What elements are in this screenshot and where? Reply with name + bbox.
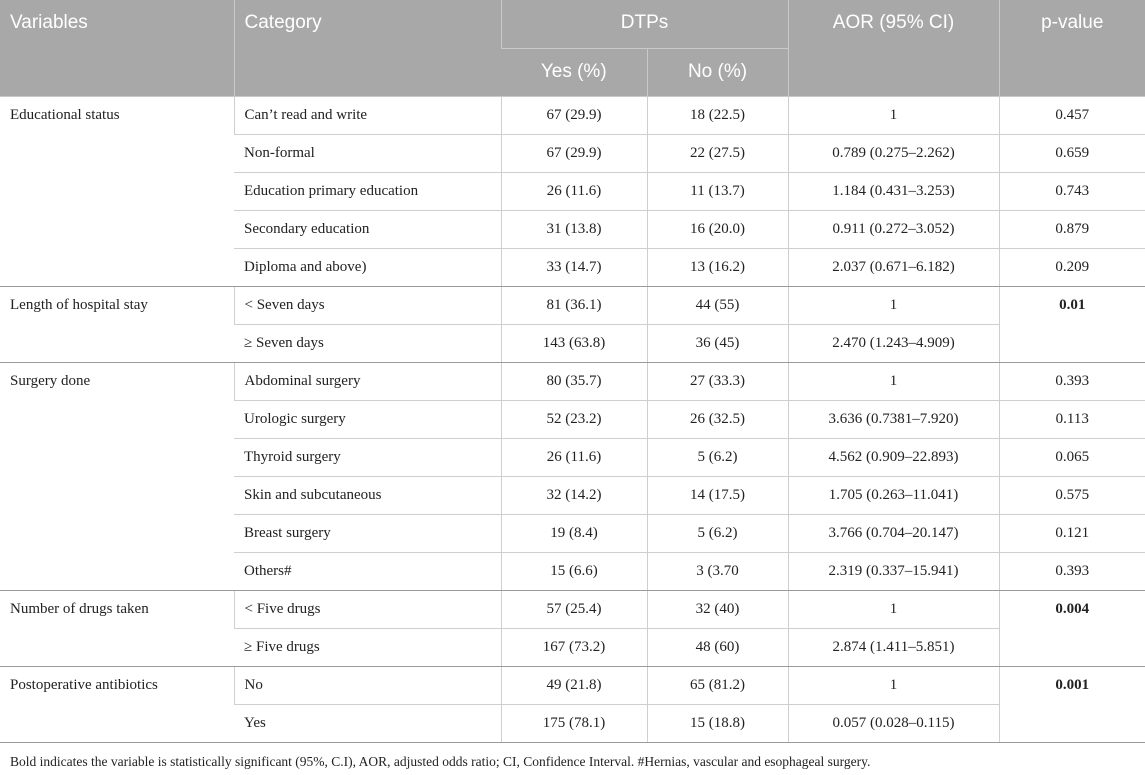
aor-cell: 3.636 (0.7381–7.920) — [788, 400, 999, 438]
yes-cell: 167 (73.2) — [501, 628, 647, 666]
yes-cell: 175 (78.1) — [501, 704, 647, 742]
no-cell: 16 (20.0) — [647, 210, 788, 248]
header-yes: Yes (%) — [501, 48, 647, 96]
category-cell: ≥ Five drugs — [234, 628, 501, 666]
aor-cell: 1 — [788, 362, 999, 400]
aor-cell: 1.705 (0.263–11.041) — [788, 476, 999, 514]
category-cell: ≥ Seven days — [234, 324, 501, 362]
yes-cell: 15 (6.6) — [501, 552, 647, 590]
category-cell: Yes — [234, 704, 501, 742]
aor-cell: 2.470 (1.243–4.909) — [788, 324, 999, 362]
no-cell: 32 (40) — [647, 590, 788, 628]
yes-cell: 52 (23.2) — [501, 400, 647, 438]
variable-cell: Length of hospital stay — [0, 286, 234, 362]
no-cell: 65 (81.2) — [647, 666, 788, 704]
variable-cell: Number of drugs taken — [0, 590, 234, 666]
yes-cell: 49 (21.8) — [501, 666, 647, 704]
yes-cell: 57 (25.4) — [501, 590, 647, 628]
p-value-cell: 0.01 — [999, 286, 1145, 362]
yes-cell: 80 (35.7) — [501, 362, 647, 400]
no-cell: 48 (60) — [647, 628, 788, 666]
p-value-cell: 0.393 — [999, 362, 1145, 400]
header-category: Category — [234, 0, 501, 96]
category-cell: Secondary education — [234, 210, 501, 248]
aor-cell: 0.911 (0.272–3.052) — [788, 210, 999, 248]
header-p-value: p-value — [999, 0, 1145, 96]
aor-cell: 1.184 (0.431–3.253) — [788, 172, 999, 210]
aor-cell: 0.789 (0.275–2.262) — [788, 134, 999, 172]
no-cell: 22 (27.5) — [647, 134, 788, 172]
category-cell: Education primary education — [234, 172, 501, 210]
variable-cell: Postoperative antibiotics — [0, 666, 234, 742]
category-cell: No — [234, 666, 501, 704]
category-cell: < Seven days — [234, 286, 501, 324]
no-cell: 13 (16.2) — [647, 248, 788, 286]
aor-cell: 1 — [788, 96, 999, 134]
aor-cell: 2.874 (1.411–5.851) — [788, 628, 999, 666]
category-cell: Urologic surgery — [234, 400, 501, 438]
yes-cell: 67 (29.9) — [501, 134, 647, 172]
p-value-cell: 0.879 — [999, 210, 1145, 248]
p-value-cell: 0.001 — [999, 666, 1145, 742]
yes-cell: 26 (11.6) — [501, 172, 647, 210]
p-value-cell: 0.121 — [999, 514, 1145, 552]
aor-cell: 3.766 (0.704–20.147) — [788, 514, 999, 552]
category-cell: Skin and subcutaneous — [234, 476, 501, 514]
p-value-cell: 0.209 — [999, 248, 1145, 286]
no-cell: 18 (22.5) — [647, 96, 788, 134]
variable-cell: Surgery done — [0, 362, 234, 590]
aor-cell: 1 — [788, 286, 999, 324]
yes-cell: 19 (8.4) — [501, 514, 647, 552]
table-row — [0, 286, 1145, 324]
category-cell: Breast surgery — [234, 514, 501, 552]
p-value-cell: 0.743 — [999, 172, 1145, 210]
no-cell: 14 (17.5) — [647, 476, 788, 514]
aor-cell: 1 — [788, 590, 999, 628]
no-cell: 3 (3.70 — [647, 552, 788, 590]
p-value-cell: 0.659 — [999, 134, 1145, 172]
header-no: No (%) — [647, 48, 788, 96]
p-value-cell: 0.113 — [999, 400, 1145, 438]
no-cell: 11 (13.7) — [647, 172, 788, 210]
p-value-cell: 0.457 — [999, 96, 1145, 134]
table-row — [0, 96, 1145, 134]
category-cell: Can’t read and write — [234, 96, 501, 134]
table-row — [0, 362, 1145, 400]
aor-cell: 4.562 (0.909–22.893) — [788, 438, 999, 476]
p-value-cell: 0.004 — [999, 590, 1145, 666]
yes-cell: 26 (11.6) — [501, 438, 647, 476]
table-footnote: Bold indicates the variable is statistically significant (95%, C.I), AOR, adjusted odds ratio; CI, Confidence Interval. #Hernias, vascular and esophageal surgery. — [10, 754, 871, 769]
no-cell: 26 (32.5) — [647, 400, 788, 438]
p-value-cell: 0.575 — [999, 476, 1145, 514]
aor-cell: 1 — [788, 666, 999, 704]
category-cell: Others# — [234, 552, 501, 590]
yes-cell: 32 (14.2) — [501, 476, 647, 514]
category-cell: Non-formal — [234, 134, 501, 172]
header-dtps: DTPs — [501, 0, 788, 48]
aor-cell: 2.037 (0.671–6.182) — [788, 248, 999, 286]
no-cell: 5 (6.2) — [647, 438, 788, 476]
yes-cell: 81 (36.1) — [501, 286, 647, 324]
header-aor: AOR (95% CI) — [788, 0, 999, 96]
no-cell: 36 (45) — [647, 324, 788, 362]
yes-cell: 31 (13.8) — [501, 210, 647, 248]
table-header — [0, 0, 1145, 96]
no-cell: 5 (6.2) — [647, 514, 788, 552]
table-body — [0, 96, 1145, 742]
category-cell: Diploma and above) — [234, 248, 501, 286]
aor-cell: 0.057 (0.028–0.115) — [788, 704, 999, 742]
yes-cell: 143 (63.8) — [501, 324, 647, 362]
yes-cell: 67 (29.9) — [501, 96, 647, 134]
no-cell: 15 (18.8) — [647, 704, 788, 742]
table-row — [0, 666, 1145, 704]
no-cell: 44 (55) — [647, 286, 788, 324]
category-cell: < Five drugs — [234, 590, 501, 628]
variable-cell: Educational status — [0, 96, 234, 286]
yes-cell: 33 (14.7) — [501, 248, 647, 286]
no-cell: 27 (33.3) — [647, 362, 788, 400]
category-cell: Thyroid surgery — [234, 438, 501, 476]
table-row — [0, 590, 1145, 628]
p-value-cell: 0.065 — [999, 438, 1145, 476]
header-variables: Variables — [0, 0, 234, 96]
category-cell: Abdominal surgery — [234, 362, 501, 400]
aor-cell: 2.319 (0.337–15.941) — [788, 552, 999, 590]
p-value-cell: 0.393 — [999, 552, 1145, 590]
